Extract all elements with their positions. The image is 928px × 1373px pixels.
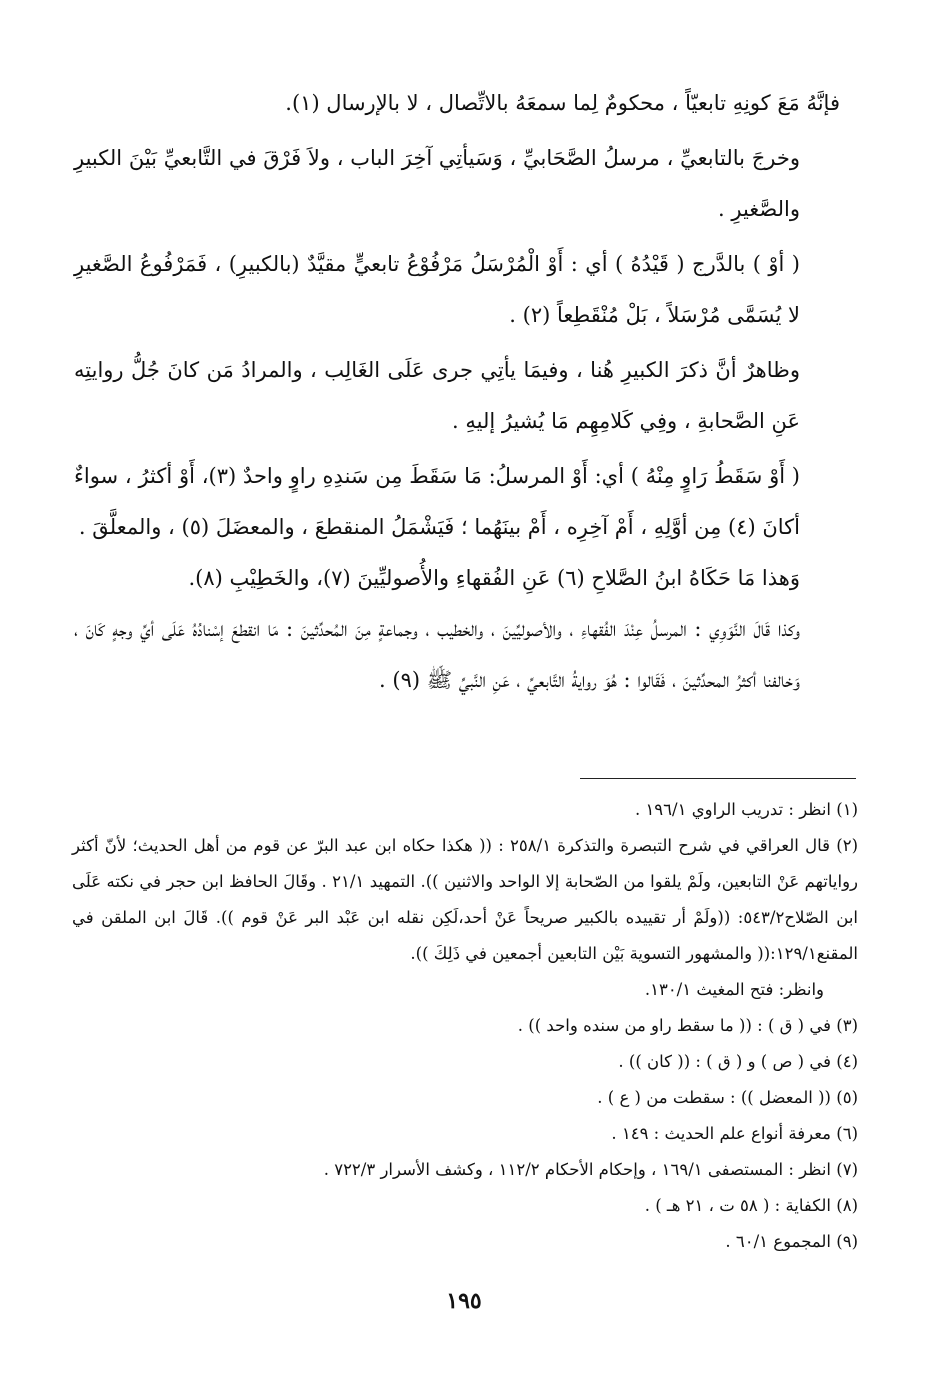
footnote-9: (٩) المجموع ٦٠/١ . (725, 1232, 858, 1251)
paragraph-5: ( أَوْ سَقَطُ رَاوٍ مِنْهُ ) أي: أَوْ المرسلُ: مَا سَقَطَ مِن سَندِهِ راوٍ واحدٌ (٣)، أَوْ أكثرُ ، سواءٌ أكانَ (٤) مِن أوَّلِهِ ، أَمْ آخِرِه ، أَمْ بينَهُما ؛ فَيَشْمَلُ المنقطعَ ، والمعضَلَ (٥) ، والمعلَّقَ . (74, 464, 800, 539)
footnote-1: (١) انظر : تدريب الراوي ١٩٦/١ . (634, 800, 858, 819)
main-text-block (74, 78, 840, 706)
footnote-7: (٧) انظر : المستصفى ١٦٩/١ ، وإحكام الأحكام ١١٢/٢ ، وكشف الأسرار ٧٢٢/٣ . (323, 1160, 858, 1179)
footnote-3: (٣) في ( ق ) : (( ما سقط راو من سنده واحد )) . (517, 1016, 858, 1035)
paragraph-2: وخرجَ بالتابعيِّ ، مرسلُ الصَّحَابيِّ ، وَسَيأتِي آخِرَ الباب ، ولاَ فَرْقَ في التَّابعيِّ بَيْنَ الكبيرِ والصَّغيرِ . (74, 146, 800, 221)
page-number: ١٩٥ (446, 1288, 482, 1314)
footnote-4: (٤) في ( ص ) و ( ق ) : (( كان )) . (618, 1052, 858, 1071)
paragraph-7: وكذا قَالَ النَّوَوِي : المرسلُ عِنْدَ الفُقهاءِ ، والأصوليِّينَ ، والخطيب ، وجماعةٍ مِنَ المُحدِّثينَ : مَا انقطعَ إسْنادُهُ عَلَى أيِّ وجهٍ كَانَ ، وَخالفنا أكثرُ المحدِّثينَ ، فَقَالوا : هُوَ روايةُ التَّابعيِّ ، عَنِ النَّبيِّ ﷺ (٩) . (74, 617, 800, 692)
paragraph-3: ( أوْ ) بالدَّرج ( قَيْدُهُ ) أي : أَوْ الْمُرْسَلُ مَرْفُوْعُ تابعيٍّ مقيَّدٌ (بالكبيرِ) ، فَمَرْفُوعُ الصَّغيرِ لا يُسَمَّى مُرْسَلاً ، بَلْ مُنْقَطِعاً (٢) . (74, 252, 800, 327)
footnote-5: (٥) (( المعضل )) : سقطت من ( ع ) . (597, 1088, 858, 1107)
footnote-divider (580, 778, 856, 779)
paragraph-1: فإنَّهُ مَعَ كونِهِ تابعيّاً ، محكومٌ لِما سمعَهُ بالاتِّصال ، لا بالإرسال (١). (285, 91, 840, 115)
footnote-2: (٢) قال العراقي في شرح التبصرة والتذكرة ٢٥٨/١ : (( هكذا حكاه ابن عبد البرّ عن قوم من أهل الحديث؛ لأنّ أكثر رواياتهم عَنْ التابعين، ولَمْ يلقوا من الصّحابة إلا الواحد والاثنين )). التمهيد ٢١/١ . وقَالَ الحافظ ابن حجر في نكته عَلَى ابن الصّلاح٥٤٣/٢: ((ولَمْ أر تقييده بالكبير صريحاً عَنْ أحد،لَكِن نقله ابن عَبْد البر عَنْ قوم )). قَالَ ابن الملقن في المقنع١٢٩/١:(( والمشهور التسوية بَيْن التابعين أجمعين في ذَلِكَ )). (72, 836, 858, 963)
paragraph-4: وظاهرٌ أنَّ ذكرَ الكبيرِ هُنا ، وفيمَا يأتِي جرى عَلَى الغَالِب ، والمرادُ مَن كانَ جُلُّ روايتِه عَنِ الصَّحابةِ ، وفِي كَلامِهِم مَا يُشيرُ إليهِ . (74, 358, 800, 433)
footnote-6: (٦) معرفة أنواع علم الحديث : ١٤٩ . (611, 1124, 858, 1143)
paragraph-6: وَهذا مَا حَكَاهُ ابنُ الصَّلاحِ (٦) عَنِ الفُقهاءِ والأُصوليِّينَ (٧)، والخَطِيْبِ (٨). (188, 566, 800, 590)
footnote-2-continuation: وانظر: فتح المغيث ١٣٠/١. (644, 980, 824, 999)
footnotes-block (72, 792, 858, 1260)
footnote-8: (٨) الكفاية : ( ٥٨ ت ، ٢١ هـ ) . (644, 1196, 858, 1215)
